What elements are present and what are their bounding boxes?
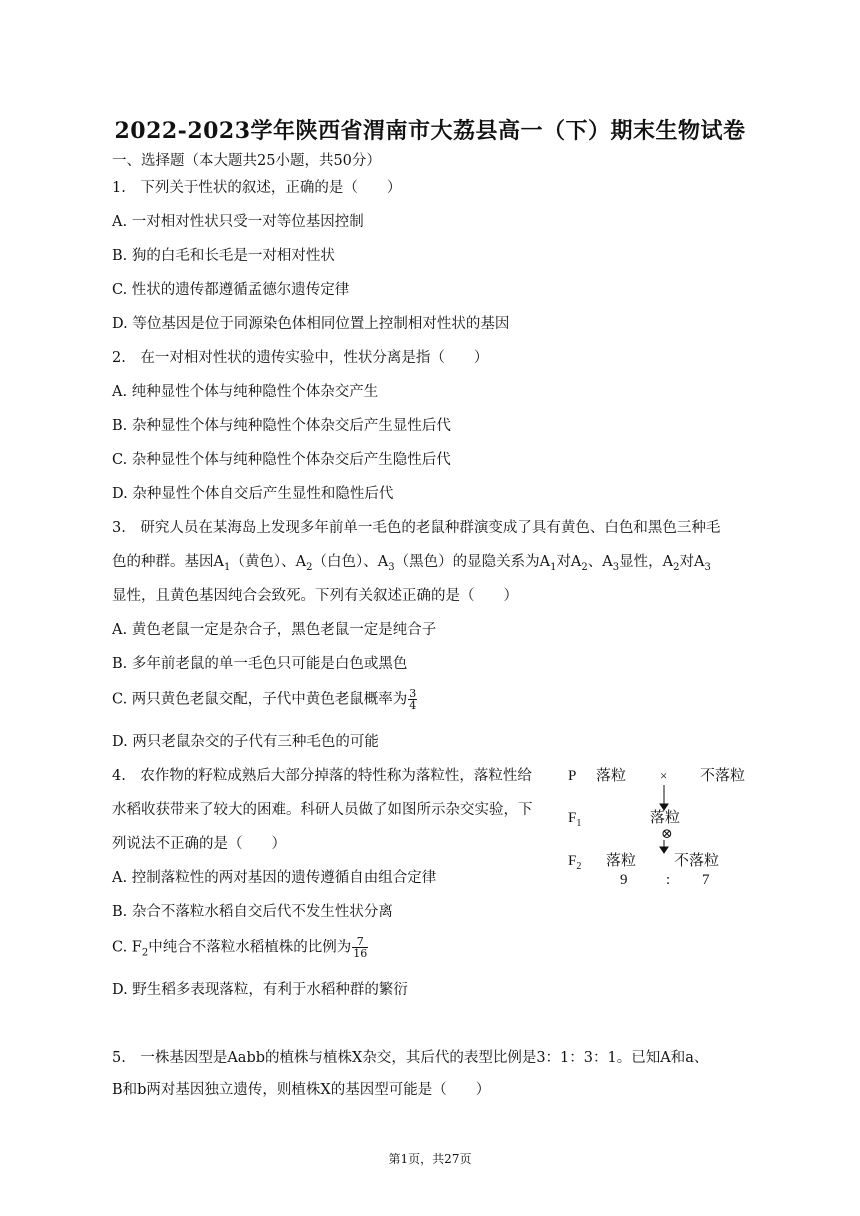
question-4-stem-line-3: 列说法不正确的是（ ） xyxy=(112,836,286,852)
generation-f2-label: $F_2$ xyxy=(568,853,582,872)
page-footer: 第1页，共27页 xyxy=(388,1152,472,1166)
question-3-option-b: B. 多年前老鼠的单一毛色只可能是白色或黑色 xyxy=(112,656,408,672)
question-5-stem-line-2: B和b两对基因独立遗传，则植株X的基因型可能是（ ） xyxy=(112,1082,491,1098)
question-2-option-b: B. 杂种显性个体与纯种隐性个体杂交后产生显性后代 xyxy=(112,418,451,434)
question-2-option-d: D. 杂种显性个体自交后产生显性和隐性后代 xyxy=(112,486,394,502)
f2-ratio-colon: : xyxy=(666,872,671,888)
question-4-option-a: A. 控制落粒性的两对基因的遗传遵循自由组合定律 xyxy=(112,870,437,886)
question-1-option-d: D. 等位基因是位于同源染色体相同位置上控制相对性状的基因 xyxy=(112,316,510,332)
f2-ratio-shedding: 9 xyxy=(620,872,628,888)
f1-phenotype: 落粒 xyxy=(650,810,681,826)
question-3-stem-line-1: 3. 研究人员在某海岛上发现多年前单一毛色的老鼠种群演变成了具有黄色、白色和黑色三种毛 xyxy=(112,520,721,536)
selfing-icon: ⊗ xyxy=(661,827,673,842)
question-1-option-b: B. 狗的白毛和长毛是一对相对性状 xyxy=(112,248,335,264)
p-parent-non-shedding: 不落粒 xyxy=(700,768,746,784)
question-3-stem-line-2: 色的种群。基因$A_1$（黄色）、$A_2$（白色）、$A_3$（黑色）的显隐关系为$A_1$对$A_2$、$A_3$显性，$A_2$对$A_3$ xyxy=(112,554,711,573)
cross-symbol: × xyxy=(660,768,668,783)
question-2-option-a: A. 纯种显性个体与纯种隐性个体杂交产生 xyxy=(112,384,379,400)
question-3-option-a: A. 黄色老鼠一定是杂合子，黑色老鼠一定是纯合子 xyxy=(112,622,437,638)
question-4-stem-line-1: 4. 农作物的籽粒成熟后大部分掉落的特性称为落粒性，落粒性给 xyxy=(112,768,532,784)
fraction: $\frac{3}{4}$ xyxy=(409,687,417,712)
fraction: $\frac{7}{16}$ xyxy=(353,935,368,960)
question-1-option-c: C. 性状的遗传都遵循孟德尔遗传定律 xyxy=(112,282,350,298)
question-2-stem: 2. 在一对相对性状的遗传实验中，性状分离是指（ ） xyxy=(112,350,489,366)
f2-phenotype-shedding: 落粒 xyxy=(606,853,637,869)
generation-p-label: P xyxy=(568,768,577,784)
question-4-option-c: C. $F_2$中纯合不落粒水稻植株的比例为 $\frac{7}{16}$ xyxy=(112,935,368,960)
f2-ratio-non-shedding: 7 xyxy=(702,872,710,888)
section-heading: 一、选择题（本大题共25小题，共50分） xyxy=(112,153,381,169)
question-3-option-d: D. 两只老鼠杂交的子代有三种毛色的可能 xyxy=(112,734,379,750)
f2-phenotype-non-shedding: 不落粒 xyxy=(674,853,720,869)
p-parent-shedding: 落粒 xyxy=(596,768,627,784)
exam-title: 2022-2023学年陕西省渭南市大荔县高一（下）期末生物试卷 xyxy=(114,118,746,144)
question-1-stem: 1. 下列关于性状的叙述，正确的是（ ） xyxy=(112,180,402,196)
question-3-stem-line-3: 显性，且黄色基因纯合会致死。下列有关叙述正确的是（ ） xyxy=(112,588,518,604)
question-4-option-d: D. 野生稻多表现落粒，有利于水稻种群的繁衍 xyxy=(112,982,408,998)
question-4-option-b: B. 杂合不落粒水稻自交后代不发生性状分离 xyxy=(112,904,393,920)
question-5-stem-line-1: 5. 一株基因型是Aabb的植株与植株X杂交，其后代的表型比例是3：1：3：1。已知A和a、 xyxy=(112,1050,709,1066)
question-1-option-a: A. 一对相对性状只受一对等位基因控制 xyxy=(112,214,364,230)
cross-diagram xyxy=(560,760,760,895)
question-2-option-c: C. 杂种显性个体与纯种隐性个体杂交后产生隐性后代 xyxy=(112,452,451,468)
question-3-option-c: C. 两只黄色老鼠交配，子代中黄色老鼠概率为 $\frac{3}{4}$ xyxy=(112,687,417,712)
question-4-stem-line-2: 水稻收获带来了较大的困难。科研人员做了如图所示杂交实验，下 xyxy=(112,802,533,818)
generation-f1-label: $F_1$ xyxy=(568,810,582,829)
arrow-head-icon xyxy=(660,847,668,853)
